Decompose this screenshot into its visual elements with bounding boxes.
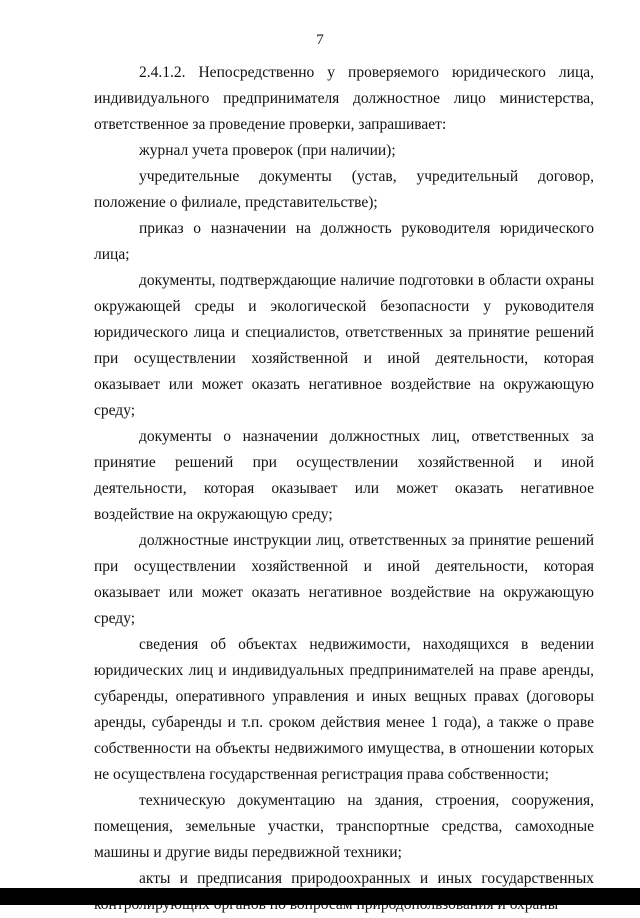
list-item-appointment-order: приказ о назначении на должность руководителя юридического лица;	[94, 220, 594, 263]
list-item-official-appointment: документы о назначении должностных лиц, ответственных за принятие решений при осуществлении хозяйственной и иной деятельности, которая оказывает или может оказать негативное воздействие на окружающую среду;	[94, 428, 594, 523]
list-item-training-documents: документы, подтверждающие наличие подготовки в области охраны окружающей среды и экологической безопасности у руководителя юридического лица и специалистов, ответственных за принятие решений при осуществлении хозяйственной и иной деятельности, которая оказывает или может оказать негативное воздействие на окружающую среду;	[94, 272, 594, 419]
list-item-inspection-log: журнал учета проверок (при наличии);	[139, 142, 396, 159]
list-item-founding-documents: учредительные документы (устав, учредительный договор, положение о филиале, представительстве);	[94, 168, 594, 211]
list-item-acts-and-orders: акты и предписания природоохранных и иных государственных	[139, 870, 594, 887]
page-number: 7	[316, 32, 324, 48]
list-item-job-instructions: должностные инструкции лиц, ответственных за принятие решений при осуществлении хозяйственной и иной деятельности, которая оказывает или может оказать негативное воздействие на окружающую среду;	[94, 532, 594, 627]
list-item-real-estate-info: сведения об объектах недвижимости, находящихся в ведении юридических лиц и индивидуальных предпринимателей на праве аренды, субаренды, оперативного управления и иных вещных правах (договоры аренды, субаренды и т.п. сроком действия менее 1 года), а также о праве собственности на объекты недвижимого имущества, в отношении которых не осуществлена государственная регистрация права собственности;	[94, 636, 594, 783]
document-body	[94, 60, 594, 918]
list-item-technical-documentation: техническую документацию на здания, строения, сооружения, помещения, земельные участки, транспортные средства, самоходные машины и другие виды передвижной техники;	[94, 792, 594, 861]
paragraph-2-4-1-2: 2.4.1.2. Непосредственно у проверяемого юридического лица, индивидуального предпринимателя должностное лицо министерства, ответственное за проведение проверки, запрашивает:	[94, 64, 594, 133]
scan-bottom-border	[0, 888, 640, 905]
